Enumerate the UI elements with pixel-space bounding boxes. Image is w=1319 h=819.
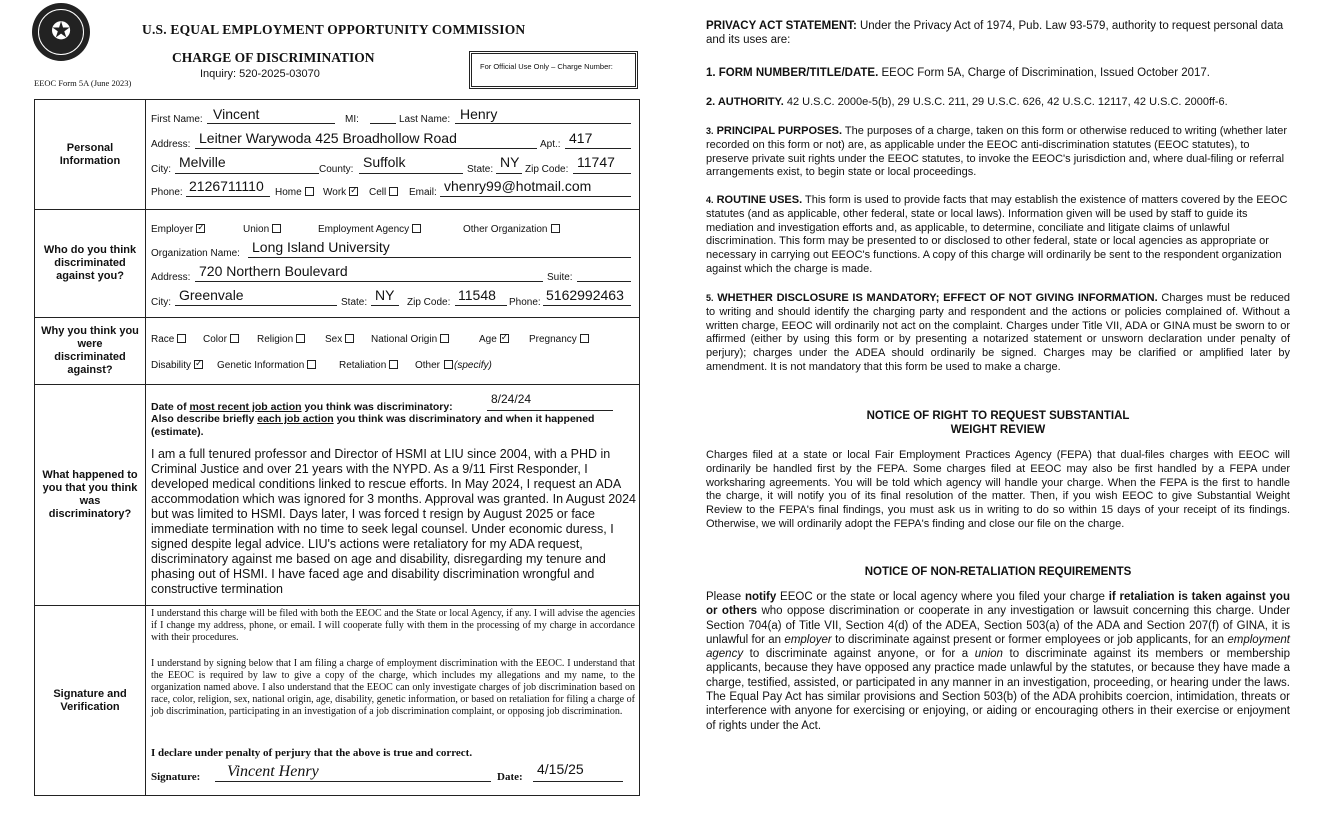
personal-section [35,100,639,210]
employer-checkbox[interactable] [196,224,205,233]
org-city-value: Greenvale [179,287,244,303]
respondent-section-label: Who do you think discriminated against you? [35,210,146,317]
retaliation-checkbox[interactable] [389,360,398,369]
signature-section-label: Signature and Verification [35,606,146,796]
home-option[interactable]: Home [275,187,314,198]
union-option[interactable]: Union [243,224,281,235]
cell-option[interactable]: Cell [369,187,398,198]
privacy-item-4: 4. ROUTINE USES. This form is used to provide facts that may establish the existence of matters covered by the EEOC statutes (and as applicable, other federal, state or local laws). Information given will be used by staff to guide its mediation and investigation efforts and, as applicable, to determine, conciliate and litigate claims of unlawful discrimination. This form may be presented to or disclosed to other federal, state or local agencies as appropriate or necessary in carrying out EEOC's functions. A copy of this charge will ordinarily be sent to the respondent organization against which the charge is made. [706,194,1288,275]
notice-non-retaliation-body: Please notify EEOC or the state or local agency where you filed your charge if retaliation is taken against you or others who oppose discrimination or cooperate in any investigation or lawsuit concerning this charge. Under Section 704(a) of Title VII, Section 4(d) of the ADEA, Section 503(a) of the ADA and Section 207(f) of GINA, it is unlawful for an employer to discriminate against present or former employees or job applicants, for an employment agency to discriminate against anyone, or for a union to discriminate against its members or membership applicants, because they have opposed any practice made unlawful by the statutes, or because they have made a charge, testified, assisted, or participated in any manner in an investigation, proceeding, or hearing under the laws. The Equal Pay Act has similar provisions and Section 503(b) of the ADA prohibits coercion, intimidation, threats or interference with anyone for exercising or enjoying, or aiding or encouraging others in their exercise or enjoyment of rights under the Act. [706,591,1290,732]
signature-value: Vincent Henry [227,763,319,780]
home-checkbox[interactable] [305,187,314,196]
recent-action-question: Date of most recent job action you think was discriminatory: [151,401,453,413]
mi-field[interactable] [370,108,396,124]
privacy-item-2: 2. AUTHORITY. 42 U.S.C. 2000e-5(b), 29 U.S.C. 211, 29 U.S.C. 626, 42 U.S.C. 12117, 42 U.S.C. 2000ff-6. [706,96,1228,108]
city-value: Melville [179,154,226,170]
genetic-information-option[interactable]: Genetic Information [217,360,316,371]
signature-statement-1: I understand this charge will be filed with both the EEOC and the State or local Agency, if any. I will advise the agencies if I change my address, phone, or email. I will cooperate fully with them in the processing of my charge in accordance with their procedures. [151,608,635,643]
narrative-section-label: What happened to you that you think was discriminatory? [35,385,146,605]
first-name-label: First Name: [151,114,203,125]
age-option[interactable]: Age✓ [479,334,509,345]
org-address-label: Address: [151,272,191,283]
org-city-label: City: [151,297,171,308]
eeoc-seal-icon: ✪ [32,3,90,61]
union-checkbox[interactable] [272,224,281,233]
state-label: State: [467,164,494,175]
organization-name-label: Organization Name: [151,248,240,259]
employer-option[interactable]: Employer✓ [151,224,205,235]
race-checkbox[interactable] [177,334,186,343]
county-value: Suffolk [363,154,406,170]
address-label: Address: [151,139,191,150]
national-origin-checkbox[interactable] [440,334,449,343]
phone-label: Phone: [151,187,183,198]
recent-action-date-value: 8/24/24 [491,392,532,406]
first-name-value: Vincent [213,106,260,122]
describe-actions-instruction: Also describe briefly each job action you think was discriminatory and when it happened (estimate). [151,413,595,438]
org-address-value: 720 Northern Boulevard [199,263,348,279]
pregnancy-checkbox[interactable] [580,334,589,343]
signature-statement-2: I understand by signing below that I am filing a charge of employment discrimination with the EEOC. I understand that the EEOC is required by law to give a copy of the charge, which includes my allegations and my name, to the organization named above. I also understand that the EEOC can only investigate charges of job discrimination based on race, color, religion, sex, national origin, age, disability, genetic information, or based on retaliation for filing a charge of job discrimination, participating in an investigation of a job discrimination complaint, or opposing job discrimination. [151,658,635,717]
suite-field[interactable] [577,266,631,282]
apt-value: 417 [569,130,593,146]
email-label: Email: [409,187,437,198]
work-option[interactable]: Work✓ [323,187,358,198]
work-checkbox[interactable] [349,187,358,196]
color-option[interactable]: Color [203,334,239,345]
sign-date-label: Date: [497,771,523,783]
sign-date-value: 4/15/25 [537,761,584,777]
email-value: vhenry99@hotmail.com [444,178,592,194]
disability-option[interactable]: Disability✓ [151,360,203,371]
disability-checkbox[interactable] [194,360,203,369]
county-label: County: [319,164,354,175]
retaliation-option[interactable]: Retaliation [339,360,398,371]
age-checkbox[interactable] [500,334,509,343]
narrative-text[interactable]: I am a full tenured professor and Director of HSMI at LIU since 2004, with a PHD in Criminal Justice and over 21 years with the NYPD. As a 9/11 First Responder, I developed medical conditions linked to rescue efforts. In May 2024, I request an ADA accommodation which was ignored for 3 months. Approval was granted. In August 2024 but was limited to HSMI. Days later, I was forced t resign by August 2025 or face immediate termination with no time to seek legal counsel. Under economic duress, I signed despite legal advice. LIU's actions were retaliatory for my ADA request, discriminatory against me based on age and disability, disregarding my tenure and phasing out of HSMI. I have faced age and disability discrimination wrongful and constructive termination [151,447,637,596]
last-name-value: Henry [460,106,498,122]
charge-form [34,99,640,796]
org-state-label: State: [341,297,368,308]
genetic-information-checkbox[interactable] [307,360,316,369]
last-name-label: Last Name: [399,114,451,125]
zip-label: Zip Code: [525,164,569,175]
privacy-item-1: 1. FORM NUMBER/TITLE/DATE. EEOC Form 5A, Charge of Discrimination, Issued October 2017. [706,67,1211,79]
other-organization-option[interactable]: Other Organization [463,224,560,235]
other-organization-checkbox[interactable] [551,224,560,233]
basis-section [35,318,639,385]
color-checkbox[interactable] [230,334,239,343]
inquiry-number: Inquiry: 520-2025-03070 [200,68,320,80]
notice-non-retaliation-title: NOTICE OF NON-RETALIATION REQUIREMENTS [864,566,1132,578]
signature-label: Signature: [151,771,201,783]
employment-agency-checkbox[interactable] [412,224,421,233]
notice-weight-review-body: Charges filed at a state or local Fair Employment Practices Agency (FEPA) that dual-files charges with EEOC will ordinarily be handled first by the FEPA. Some charges filed at EEOC may also be first handled by a FEPA under worksharing agreements. You will be told which agency will handle your charge. When the FEPA is the first to handle the charge, it will notify you of its final resolution of the matter. Then, if you wish EEOC to give Substantial Weight Review to the FEPA's final findings, you must ask us in writing to do so within 15 days of your receipt of its findings. Otherwise, we will ordinarily adopt the FEPA's finding and close our file on the charge. [706,449,1290,530]
mi-label: MI: [345,114,359,125]
pregnancy-option[interactable]: Pregnancy [529,334,589,345]
form-id: EEOC Form 5A (June 2023) [34,78,132,88]
religion-option[interactable]: Religion [257,334,305,345]
privacy-item-5: 5. WHETHER DISCLOSURE IS MANDATORY; EFFECT OF NOT GIVING INFORMATION. Charges must be reduced to writing and should identify the charging party and respondent and the actions or policies complained of. Without a written charge, EEOC will ordinarily not act on the complaint. Charges under Title VII, ADA or GINA must be sworn to or affirmed (either by using this form or by presenting a notarized statement or unsworn declaration under penalty of perjury); charges under the ADEA should ordinarily be signed. Charges may be clarified or amplified later by amendment. It is not mandatory that this form be used to make a charge. [706,292,1290,373]
agency-name: U.S. EQUAL EMPLOYMENT OPPORTUNITY COMMISSION [142,22,526,37]
sex-option[interactable]: Sex [325,334,354,345]
other-basis-checkbox[interactable] [444,360,453,369]
org-zip-value: 11548 [458,287,496,303]
signature-section [35,606,639,796]
org-zip-label: Zip Code: [407,297,451,308]
sex-checkbox[interactable] [345,334,354,343]
state-value: NY [500,154,520,170]
apt-label: Apt.: [540,139,561,150]
form-title: CHARGE OF DISCRIMINATION [172,50,375,65]
city-label: City: [151,164,171,175]
personal-section-label: Personal Information [35,100,146,209]
employment-agency-option[interactable]: Employment Agency [318,224,421,235]
organization-name-value: Long Island University [252,239,390,255]
narrative-section [35,385,639,606]
other-basis-option[interactable]: Other (specify) [415,360,492,371]
cell-checkbox[interactable] [389,187,398,196]
perjury-declaration: I declare under penalty of perjury that the above is true and correct. [151,747,473,759]
privacy-item-3: 3. PRINCIPAL PURPOSES. The purposes of a charge, taken on this form or otherwise reduced to writing (whether later recorded on this form or not) are, as applicable under the EEOC anti-discrimination statutes (EEOC statutes), to preserve private suit rights under the EEOC statutes, to invoke the EEOC's jurisdiction and, where dual-filing or referral arrangements exist, to begin state or local proceedings. [706,125,1287,179]
respondent-section [35,210,639,318]
phone-value: 2126711110 [189,178,264,194]
official-use-box: For Official Use Only – Charge Number: [469,51,638,89]
org-state-value: NY [375,287,395,303]
religion-checkbox[interactable] [296,334,305,343]
address-value: Leitner Warywoda 425 Broadhollow Road [199,130,457,146]
privacy-intro: PRIVACY ACT STATEMENT: Under the Privacy Act of 1974, Pub. Law 93-579, authority to request personal data and its uses are: [706,20,1284,46]
basis-section-label: Why you think you were discriminated against? [35,318,146,384]
org-phone-value: 5162992463 [546,287,624,303]
org-phone-label: Phone: [509,297,541,308]
suite-label: Suite: [547,272,573,283]
zip-value: 11747 [577,154,615,170]
national-origin-option[interactable]: National Origin [371,334,449,345]
race-option[interactable]: Race [151,334,186,345]
notice-weight-review-title: NOTICE OF RIGHT TO REQUEST SUBSTANTIAL WEIGHT REVIEW [866,410,1130,436]
